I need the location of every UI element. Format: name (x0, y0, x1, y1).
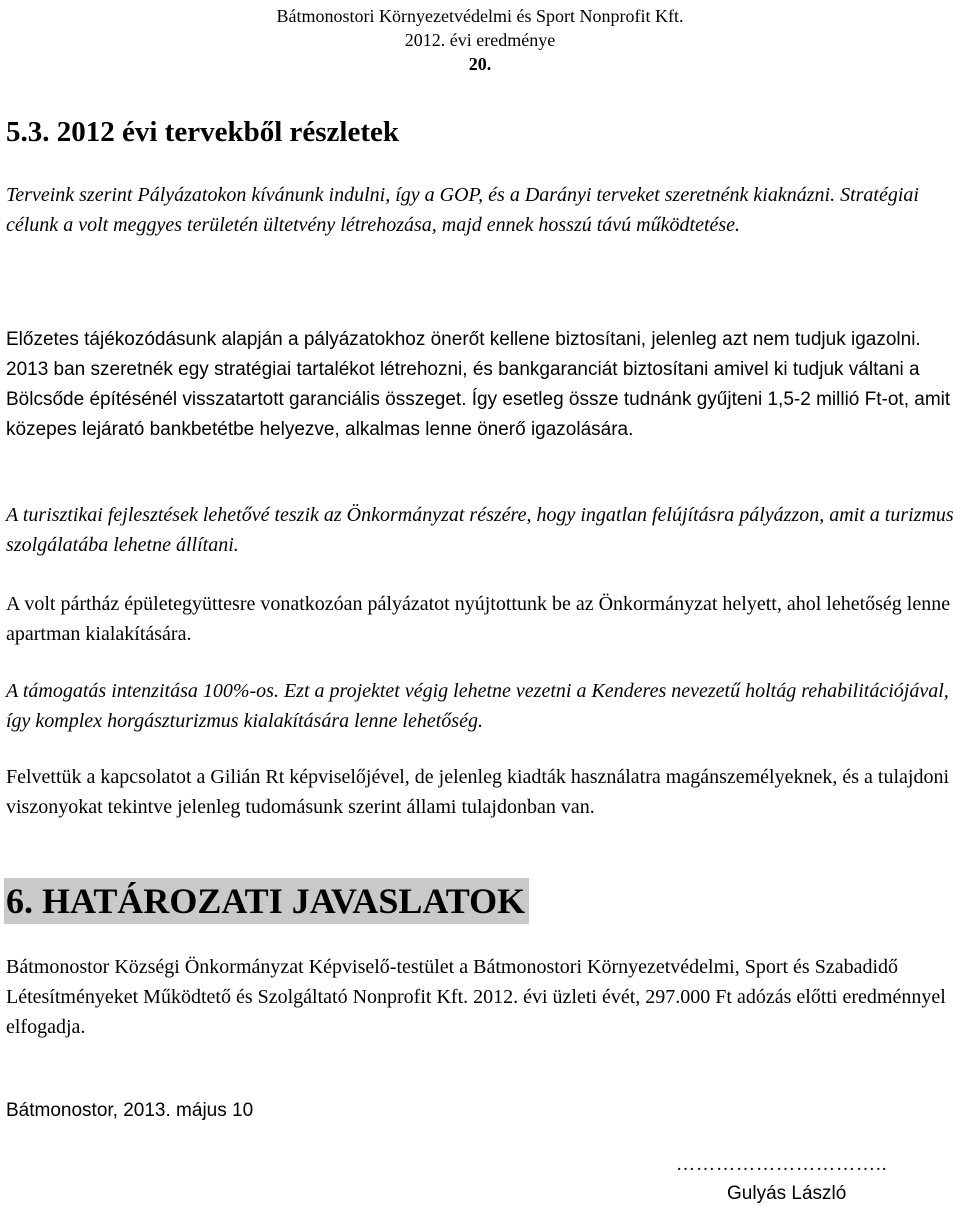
place-date: Bátmonostor, 2013. május 10 (6, 1100, 254, 1121)
paragraph-plans: Terveink szerint Pályázatokon kívánunk indulni, így a GOP, és a Darányi terveket szeretnénk kiaknázni. Stratégiai célunk a volt meggyes területén ültetvény létrehozása, majd ennek hosszú távú működtetése. (6, 184, 919, 236)
section-title: 5.3. 2012 évi tervekből részletek (6, 116, 400, 148)
page-header (0, 4, 960, 76)
resolution-title: 6. HATÁROZATI JAVASLATOK (4, 878, 529, 924)
paragraph-support-intensity: A támogatás intenzitása 100%-os. Ezt a projektet végig lehetne vezetni a Kenderes nevezetű holtág rehabilitációjával, így komplex horgászturizmus kialakítására lenne lehetőség. (6, 680, 949, 732)
resolution-text: Bátmonostor Községi Önkormányzat Képviselő-testület a Bátmonostori Környezetvédelmi, Sport és Szabadidő Létesítményeket Működtető és Szolgáltató Nonprofit Kft. 2012. évi üzleti évét, 297.000 Ft adózás előtti eredménnyel elfogadja. (6, 956, 946, 1038)
signature-line: ………………………….. (676, 1154, 888, 1175)
paragraph-party-house: A volt pártház épületegyüttesre vonatkozóan pályázatot nyújtottunk be az Önkormányzat helyett, ahol lehetőség lenne apartman kialakítására. (6, 593, 951, 645)
header-subtitle: 2012. évi eredménye (404, 30, 556, 50)
signatory-name: Gulyás László (727, 1183, 847, 1204)
paragraph-own-funds: Előzetes tájékozódásunk alapján a pályázatokhoz önerőt kellene biztosítani, jelenleg azt nem tudjuk igazolni. 2013 ban szeretnék egy stratégiai tartalékot létrehozni, és bankgaranciát biztosítani amivel ki tudjuk váltani a Bölcsőde építésénél visszatartott garanciális összeget. Így esetleg össze tudnánk gyűjteni 1,5-2 millió Ft-ot, amit közepes lejárató bankbetétbe helyezve, alkalmas lenne önerő igazolására. (6, 329, 951, 440)
paragraph-tourism: A turisztikai fejlesztések lehetővé teszik az Önkormányzat részére, hogy ingatlan felújításra pályázzon, amit a turizmus szolgálatába lehetne állítani. (6, 504, 954, 556)
page-number: 20. (468, 54, 492, 74)
header-company: Bátmonostori Környezetvédelmi és Sport Nonprofit Kft. (276, 6, 684, 26)
paragraph-gilian: Felvettük a kapcsolatot a Gilián Rt képviselőjével, de jelenleg kiadták használatra magánszemélyeknek, és a tulajdoni viszonyokat tekintve jelenleg tudomásunk szerint állami tulajdonban van. (6, 766, 950, 818)
